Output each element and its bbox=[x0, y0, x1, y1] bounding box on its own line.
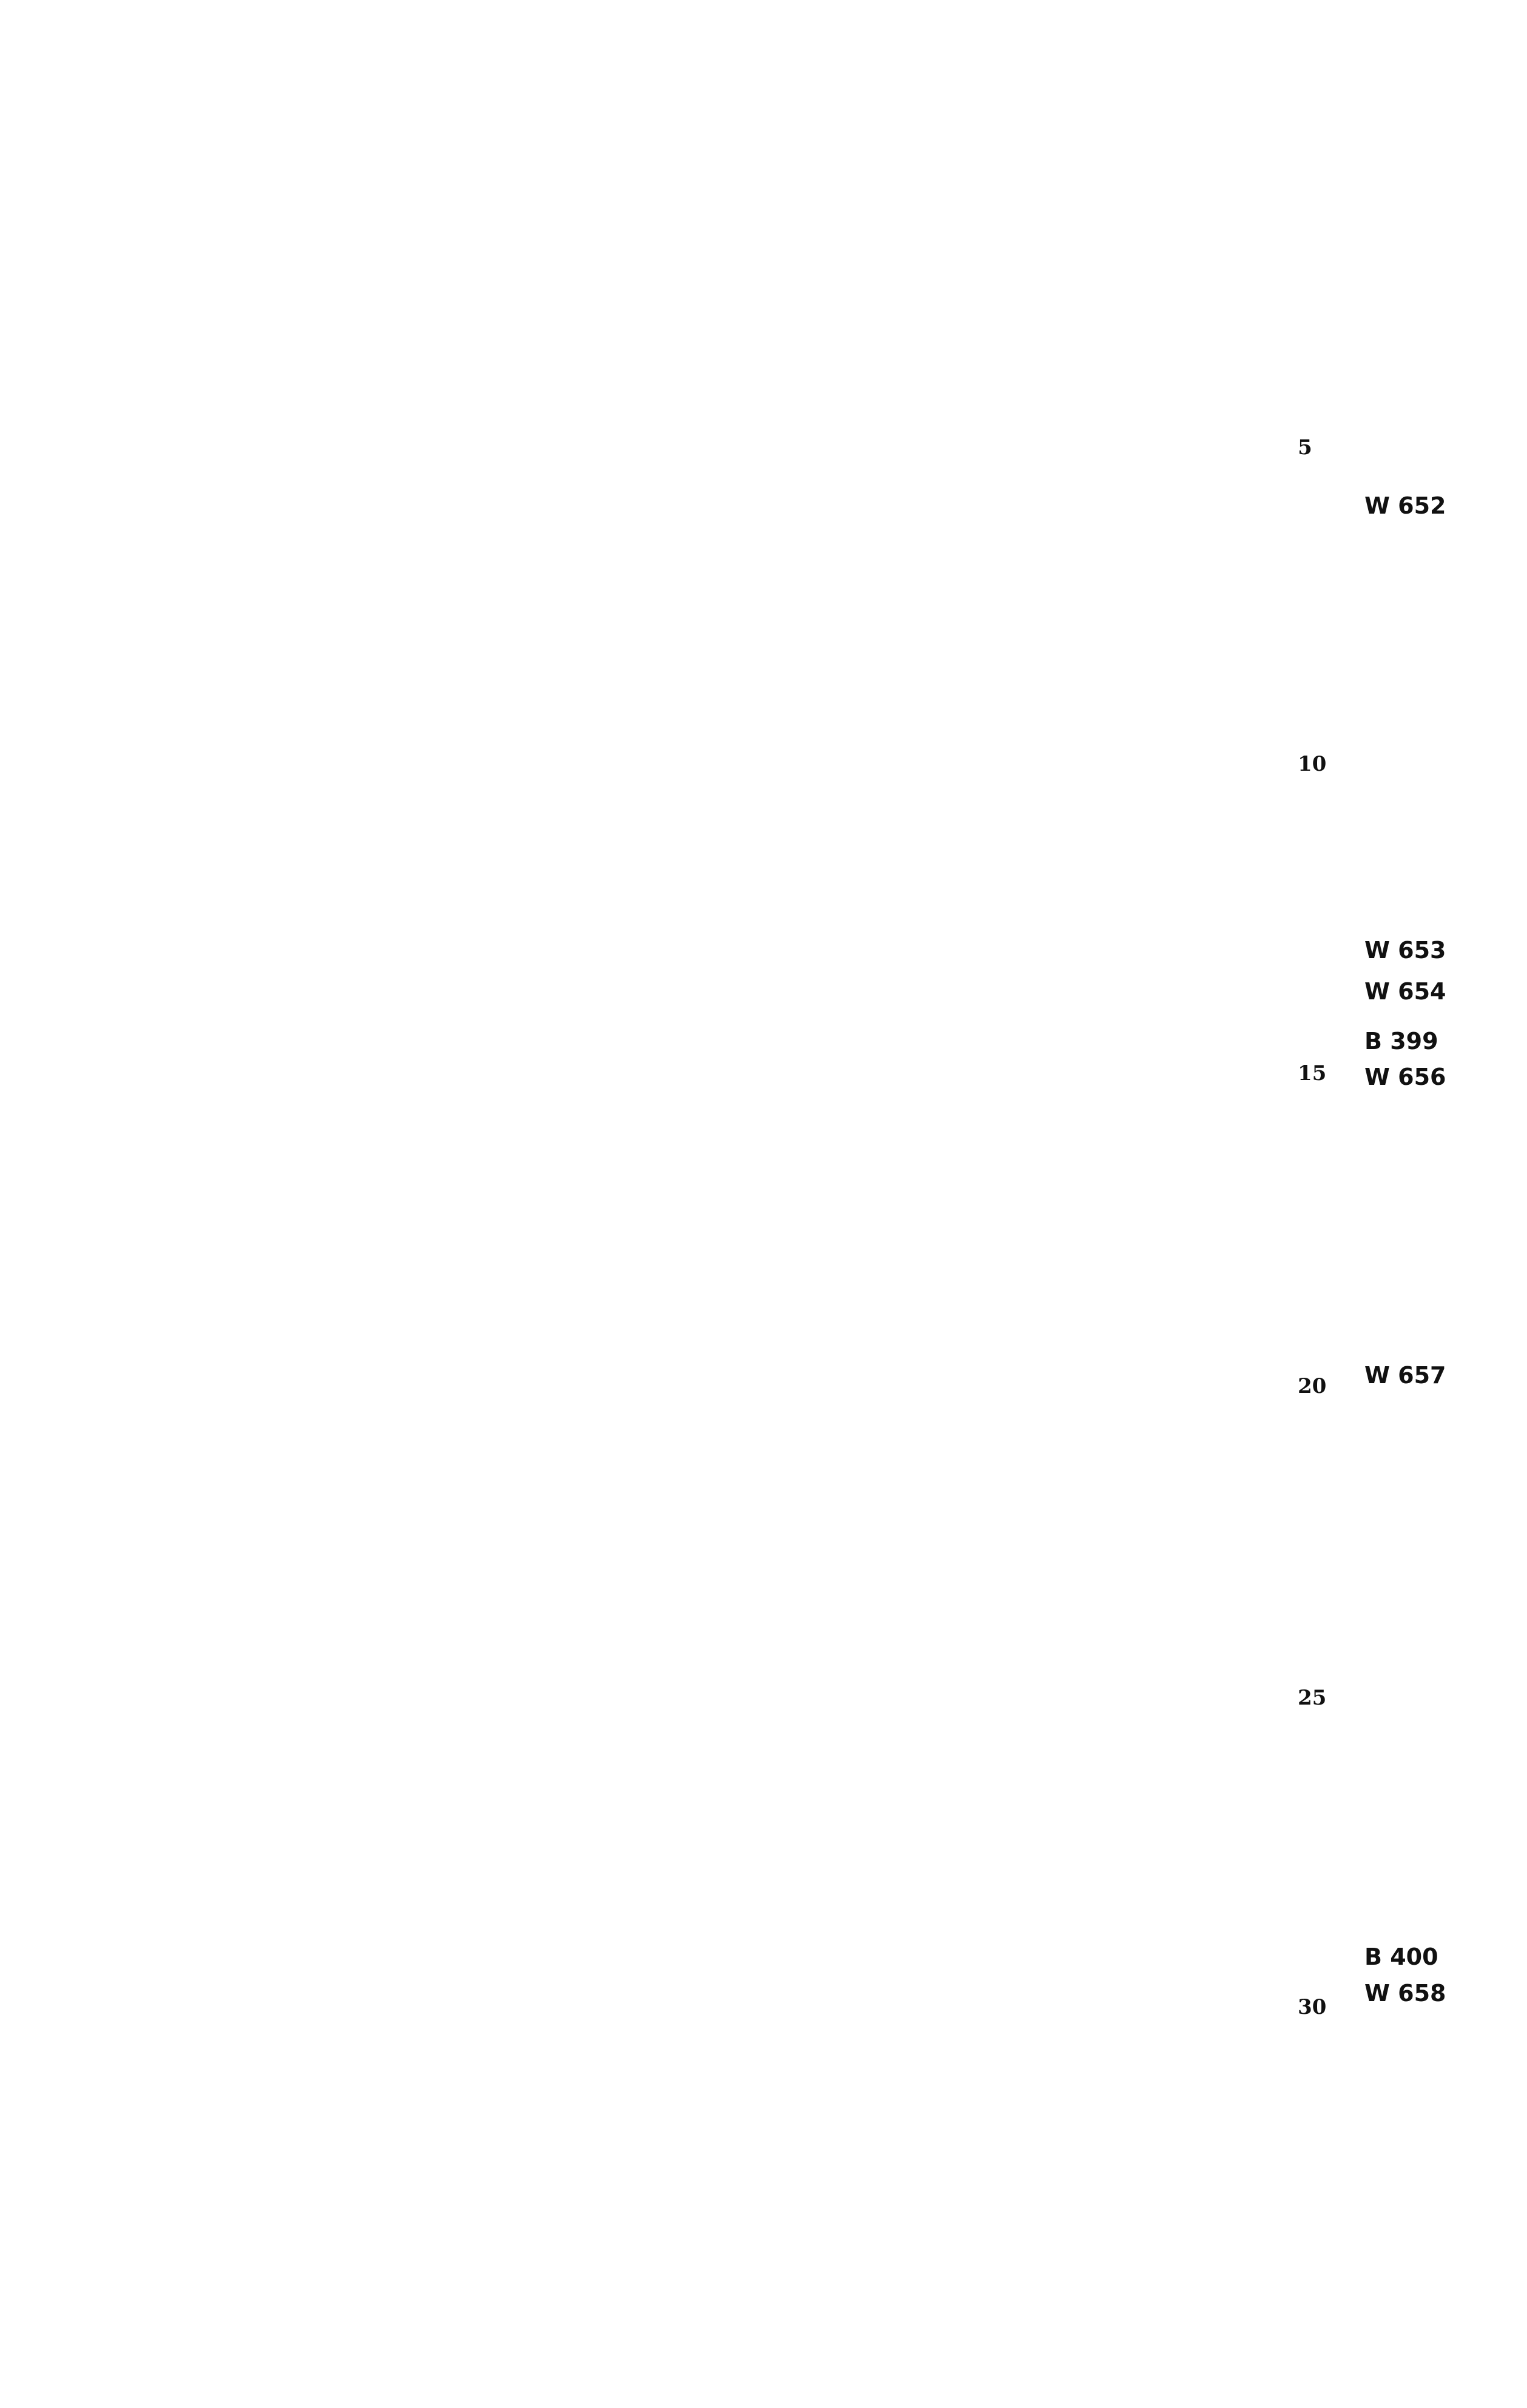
text-line bbox=[124, 1820, 1334, 1879]
text-line bbox=[124, 232, 1334, 290]
margin-ref: W 653 bbox=[1364, 937, 1446, 964]
text-line bbox=[124, 2349, 1334, 2408]
text-line bbox=[124, 2173, 1334, 2232]
margin-ref: W 652 bbox=[1364, 492, 1446, 519]
line-number: 20 bbox=[1298, 1374, 1327, 1398]
body-text bbox=[124, 173, 1334, 2408]
text-line bbox=[124, 702, 1334, 761]
text-line bbox=[124, 879, 1334, 937]
text-line bbox=[124, 996, 1334, 1055]
text-line bbox=[124, 1643, 1334, 1702]
text-line bbox=[124, 1173, 1334, 1232]
text-line bbox=[124, 1232, 1334, 1290]
text-line bbox=[124, 408, 1334, 467]
running-head bbox=[121, 91, 1334, 139]
text-line bbox=[124, 643, 1334, 702]
line-number: 30 bbox=[1298, 1995, 1327, 2019]
margin-ref: B 400 bbox=[1364, 1944, 1438, 1970]
text-line bbox=[124, 1937, 1334, 1996]
margin-ref: W 654 bbox=[1364, 978, 1446, 1005]
margin-ref: W 658 bbox=[1364, 1980, 1446, 2007]
text-line bbox=[124, 585, 1334, 643]
margin-ref: W 656 bbox=[1364, 1064, 1446, 1090]
text-line bbox=[124, 2114, 1334, 2173]
text-line bbox=[124, 173, 1334, 232]
line-number: 5 bbox=[1298, 435, 1312, 460]
text-line bbox=[124, 1526, 1334, 1585]
text-line bbox=[124, 2055, 1334, 2114]
text-line bbox=[124, 349, 1334, 408]
margin-ref: W 657 bbox=[1364, 1362, 1446, 1389]
line-number: 25 bbox=[1298, 1686, 1327, 1710]
text-line bbox=[124, 2232, 1334, 2290]
text-line bbox=[124, 467, 1334, 526]
text-line bbox=[124, 761, 1334, 820]
line-number: 15 bbox=[1298, 1061, 1327, 1085]
text-line bbox=[124, 820, 1334, 879]
text-line bbox=[124, 290, 1334, 349]
text-line bbox=[124, 1585, 1334, 1643]
text-line bbox=[124, 1879, 1334, 1937]
text-line bbox=[124, 2290, 1334, 2349]
text-line bbox=[124, 1055, 1334, 1114]
text-line bbox=[124, 937, 1334, 996]
text-line bbox=[124, 526, 1334, 585]
text-line bbox=[124, 1702, 1334, 1761]
text-line bbox=[124, 1114, 1334, 1173]
text-line bbox=[124, 1761, 1334, 1820]
text-line bbox=[124, 1467, 1334, 1526]
text-line bbox=[124, 1349, 1334, 1408]
line-number: 10 bbox=[1298, 752, 1327, 776]
text-line bbox=[124, 1996, 1334, 2055]
margin-ref: B 399 bbox=[1364, 1028, 1438, 1055]
text-line bbox=[124, 1408, 1334, 1467]
text-line bbox=[124, 1290, 1334, 1349]
